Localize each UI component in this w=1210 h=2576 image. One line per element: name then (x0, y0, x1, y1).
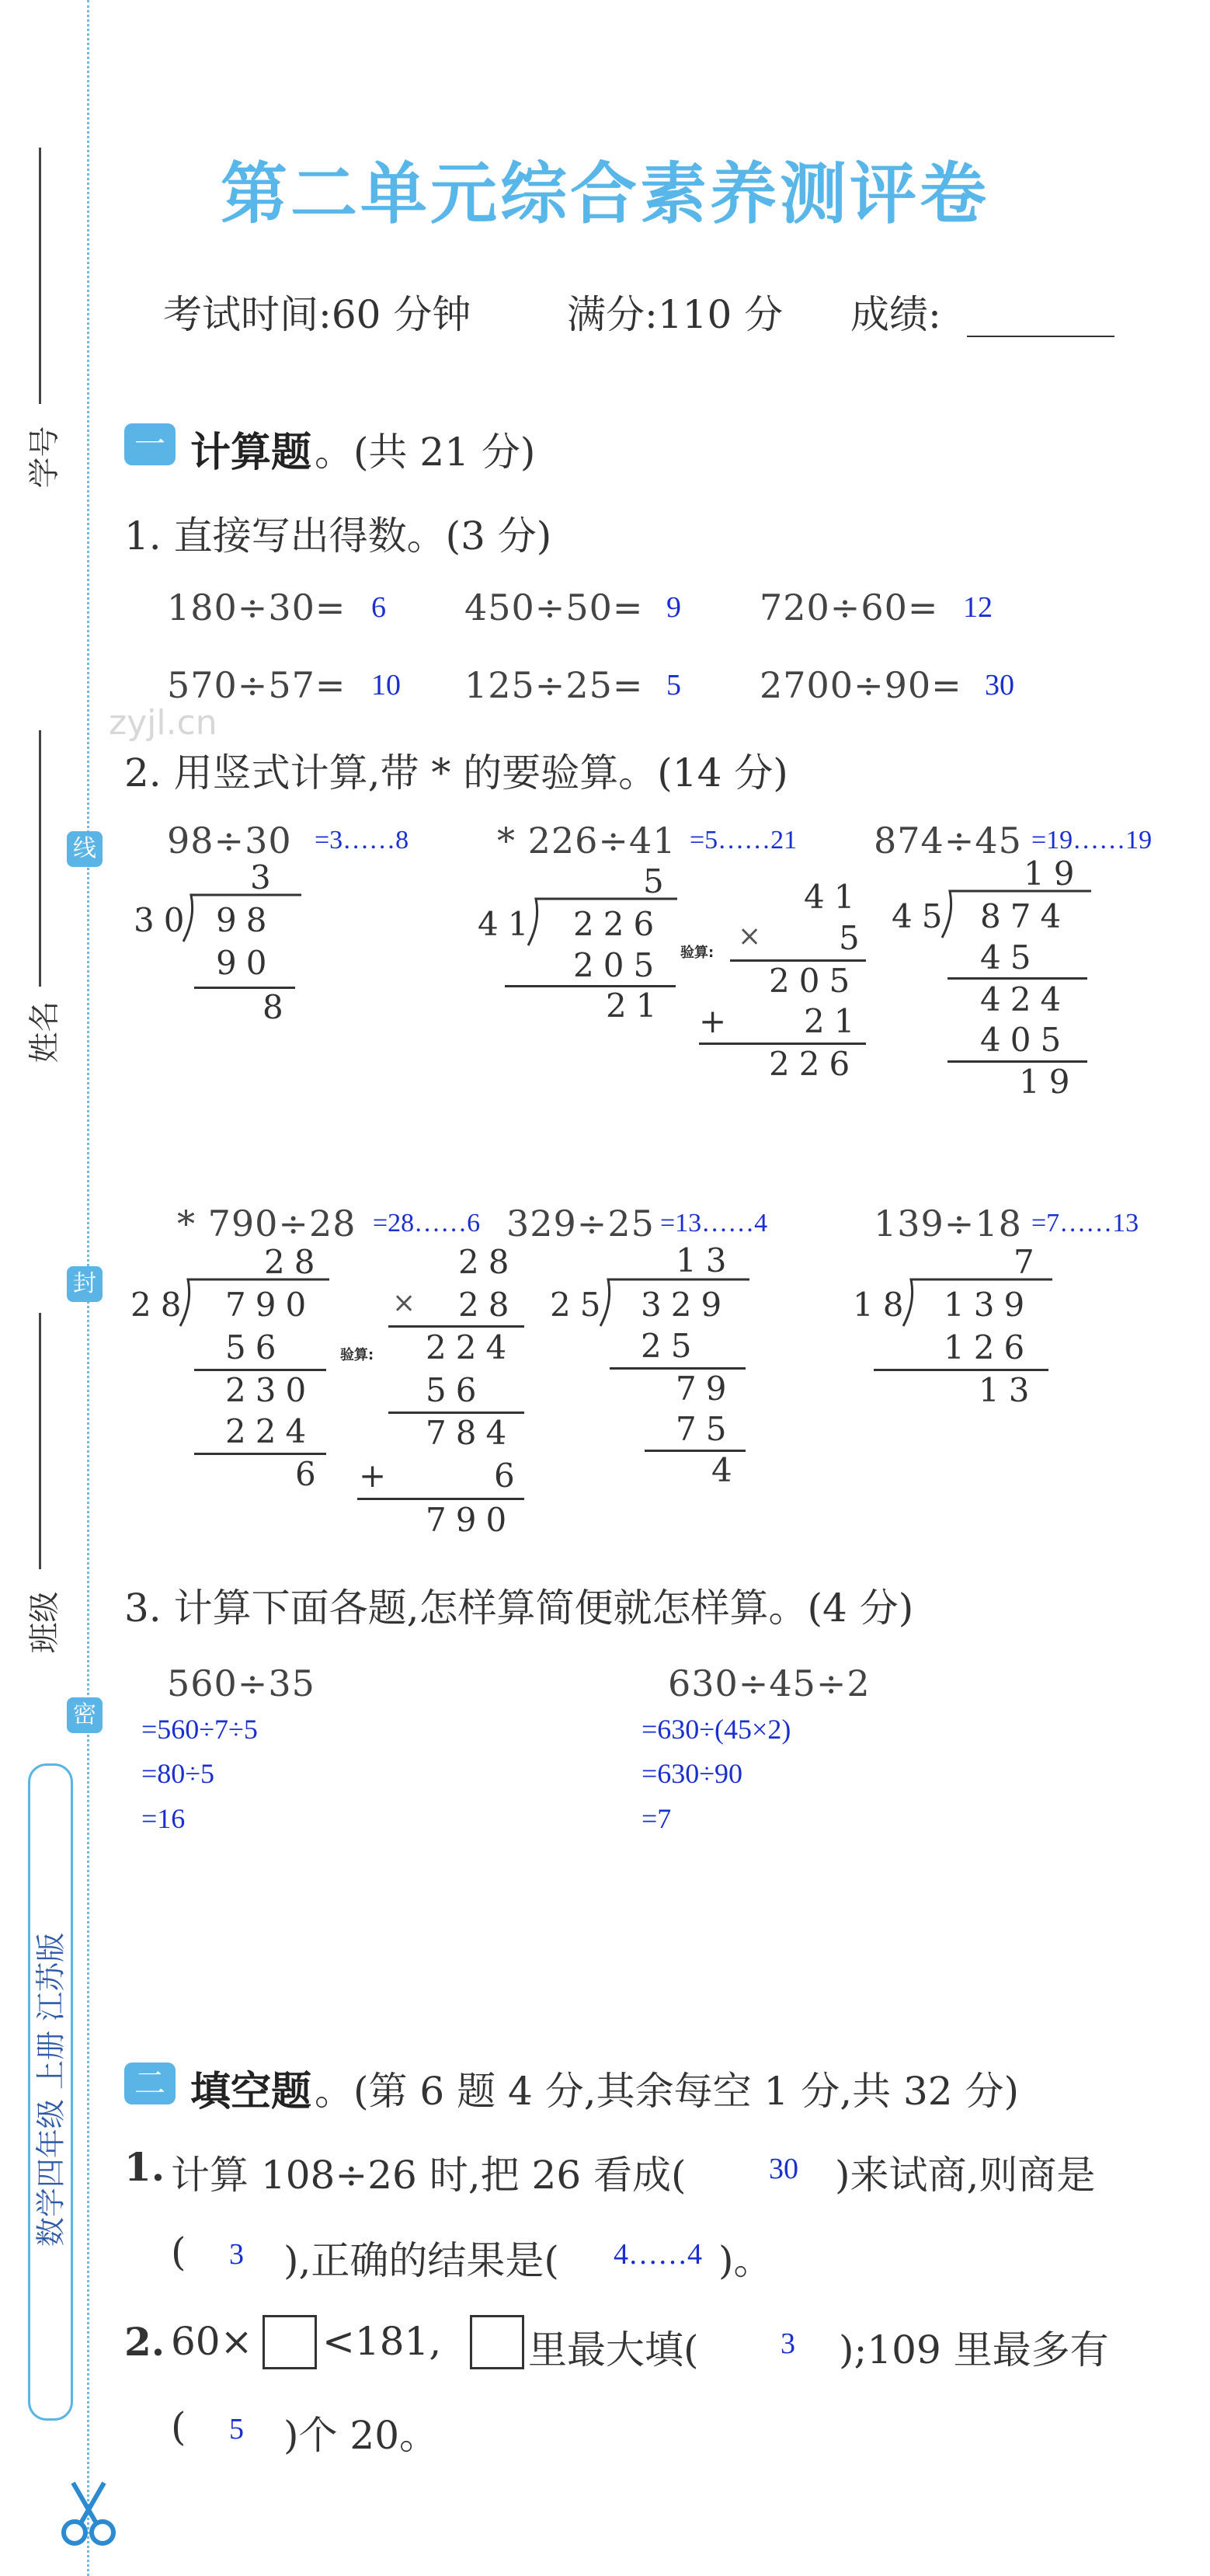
p1-answer: =3……8 (315, 826, 409, 855)
brand-text: 数学四年级 上册 江苏版 (33, 1932, 68, 2247)
s2q1-num: 1. (124, 2144, 165, 2190)
watermark: zyjl.cn (109, 703, 217, 743)
p3-answer: =19……19 (1031, 826, 1153, 855)
p4-step-4: 6 (295, 1455, 325, 1493)
q1-expr-1: 180÷30= (167, 587, 346, 628)
p2-check-1: 41 (804, 878, 864, 916)
q1-ans-3: 12 (963, 591, 993, 624)
p2-times: × (738, 921, 762, 952)
q1-expr-4: 570÷57= (167, 664, 346, 706)
p6-quotient: 7 (1014, 1243, 1044, 1281)
class-blank[interactable] (39, 1313, 41, 1569)
p5-step-3: 75 (676, 1410, 736, 1448)
s2q2-text-c: 里最大填( (528, 2327, 699, 2372)
score-blank[interactable] (967, 336, 1114, 337)
p3-quotient: 19 (1024, 855, 1084, 893)
score-label: 成绩: (850, 292, 941, 337)
p1-quotient: 3 (250, 858, 280, 896)
p5-answer: =13……4 (660, 1209, 768, 1238)
section1-points: 。(共 21 分) (315, 430, 536, 475)
p4-plus: + (359, 1457, 387, 1495)
p2-check-label: 验算: (680, 945, 715, 961)
p1-step-2: 8 (263, 988, 293, 1026)
q3b-step-3: =7 (642, 1803, 672, 1834)
p2-check-4: 21 (804, 1002, 864, 1040)
p4-expr: * 790÷28 (177, 1203, 356, 1244)
q3b-expr: 630÷45÷2 (668, 1662, 871, 1704)
p2-step-1: 205 (573, 946, 664, 984)
q3b-step-1: =630÷(45×2) (642, 1714, 791, 1745)
p4-answer: =28……6 (373, 1209, 481, 1238)
p3-expr: 874÷45 (874, 820, 1022, 862)
p5-step-1: 25 (641, 1327, 701, 1365)
section2-points: 。(第 6 题 4 分,其余每空 1 分,共 32 分) (315, 2069, 1020, 2114)
s2q1-ans-2: 3 (229, 2238, 244, 2271)
s2q2-box-2[interactable] (470, 2315, 524, 2369)
q1-label: 1. 直接写出得数。(3 分) (124, 513, 552, 559)
q2-label: 2. 用竖式计算,带 * 的要验算。(14 分) (124, 750, 788, 795)
p2-check-2: 5 (839, 919, 869, 957)
q1-ans-5: 5 (666, 669, 681, 701)
p2-dividend: 226 (573, 905, 664, 943)
q1-expr-6: 2700÷90= (760, 664, 962, 706)
p3-step-4: 19 (1019, 1063, 1080, 1101)
s2q1-text-c: ),正确的结果是( (283, 2238, 559, 2283)
p4-check-2: 28 (458, 1286, 519, 1324)
p3-divisor: 45 (892, 897, 952, 935)
p3-step-3: 405 (980, 1021, 1071, 1059)
p6-dividend: 139 (944, 1286, 1034, 1324)
p2-step-2: 21 (606, 987, 666, 1025)
p4-check-label: 验算: (340, 1347, 374, 1363)
p6-step-2: 13 (979, 1371, 1039, 1409)
s2q1-text-b: )来试商,则商是 (835, 2153, 1096, 2198)
s2q2-text-a: 60× (171, 2319, 253, 2364)
q1-ans-6: 30 (985, 669, 1014, 701)
section1-badge: 一 (124, 423, 176, 465)
p3-step-1: 45 (980, 938, 1041, 976)
q3a-step-3: =16 (141, 1803, 186, 1834)
exam-time: 考试时间:60 分钟 (163, 292, 471, 337)
s2q2-text-b: <181, (322, 2319, 442, 2364)
q3b-step-2: =630÷90 (642, 1758, 743, 1789)
p4-check-line-1 (388, 1325, 524, 1328)
p1-divisor: 30 (134, 901, 194, 939)
p6-expr: 139÷18 (874, 1203, 1022, 1244)
q1-ans-1: 6 (371, 591, 386, 624)
page-title: 第二单元综合素养测评卷 (221, 155, 989, 233)
p4-check-4: 56 (426, 1371, 486, 1409)
q1-expr-3: 720÷60= (760, 587, 939, 628)
p2-expr: * 226÷41 (497, 820, 676, 862)
p1-step-1: 90 (216, 944, 276, 982)
p2-check-5: 226 (769, 1045, 860, 1083)
p5-step-2: 79 (676, 1370, 736, 1408)
p3-step-2: 424 (980, 980, 1071, 1018)
p1-dividend: 98 (216, 901, 276, 939)
p4-step-1: 56 (225, 1328, 286, 1366)
p6-answer: =7……13 (1031, 1209, 1139, 1238)
seal-feng: 封 (67, 1266, 103, 1302)
s2q1-open: ( (171, 2230, 186, 2275)
p4-check-line-3 (357, 1498, 524, 1500)
p4-check-3: 224 (426, 1328, 516, 1366)
q3a-step-2: =80÷5 (141, 1758, 215, 1789)
p4-check-5: 784 (426, 1414, 516, 1452)
p6-divisor: 18 (853, 1286, 913, 1324)
s2q2-box-1[interactable] (263, 2315, 317, 2369)
s2q1-ans-3: 4……4 (614, 2238, 702, 2271)
q1-expr-2: 450÷50= (464, 587, 644, 628)
s2q1-ans-1: 30 (769, 2153, 798, 2185)
s2q1-text-a: 计算 108÷26 时,把 26 看成( (171, 2153, 687, 2198)
class-label: 班级 (26, 1591, 63, 1654)
section1-title: 计算题 (190, 430, 312, 476)
p2-check-3: 205 (769, 962, 860, 1000)
p5-quotient: 13 (676, 1241, 736, 1279)
p6-step-1: 126 (944, 1328, 1034, 1366)
p4-check-1: 28 (458, 1243, 519, 1281)
p5-step-4: 4 (711, 1451, 742, 1489)
p2-quotient: 5 (643, 862, 673, 900)
scissors-icon (57, 2478, 120, 2548)
p4-check-6: 6 (494, 1457, 524, 1495)
p2-plus: + (699, 1002, 727, 1040)
section2-badge: 二 (124, 2063, 176, 2104)
seal-xian: 线 (67, 831, 103, 867)
s2q2-ans-1: 3 (781, 2327, 795, 2360)
p5-expr: 329÷25 (506, 1203, 655, 1244)
id-label: 学号 (26, 426, 63, 489)
p4-step-2: 230 (225, 1371, 316, 1409)
p3-dividend: 874 (980, 897, 1071, 935)
q3-label: 3. 计算下面各题,怎样算简便就怎样算。(4 分) (124, 1586, 914, 1631)
p1-expr: 98÷30 (167, 820, 292, 862)
s2q2-text-e: )个 20。 (283, 2413, 439, 2458)
full-score: 满分:110 分 (567, 292, 784, 337)
s2q1-text-d: )。 (718, 2238, 773, 2283)
p3-line-1 (947, 977, 1087, 980)
s2q2-num: 2. (124, 2319, 165, 2365)
seal-mi: 密 (67, 1697, 103, 1733)
p5-divisor: 25 (550, 1286, 610, 1324)
section2-title: 填空题 (190, 2069, 312, 2115)
p4-dividend: 790 (225, 1286, 316, 1324)
s2q2-text-d: );109 里最多有 (839, 2327, 1109, 2372)
q3a-step-1: =560÷7÷5 (141, 1714, 258, 1745)
p5-dividend: 329 (641, 1286, 732, 1324)
p4-quotient: 28 (264, 1243, 325, 1281)
p2-answer: =5……21 (690, 826, 798, 855)
p2-divisor: 41 (478, 905, 538, 943)
q1-ans-2: 9 (666, 591, 681, 624)
q3a-expr: 560÷35 (167, 1662, 315, 1704)
s2q2-ans-2: 5 (229, 2413, 244, 2445)
p4-step-3: 224 (225, 1412, 316, 1450)
q1-expr-5: 125÷25= (464, 664, 644, 706)
s2q2-open: ( (171, 2404, 186, 2449)
p4-check-7: 790 (426, 1501, 516, 1539)
p4-divisor: 28 (130, 1286, 191, 1324)
q1-ans-4: 10 (371, 669, 401, 701)
name-label: 姓名 (26, 1001, 63, 1063)
p4-times: × (392, 1287, 416, 1319)
name-blank[interactable] (39, 730, 41, 987)
